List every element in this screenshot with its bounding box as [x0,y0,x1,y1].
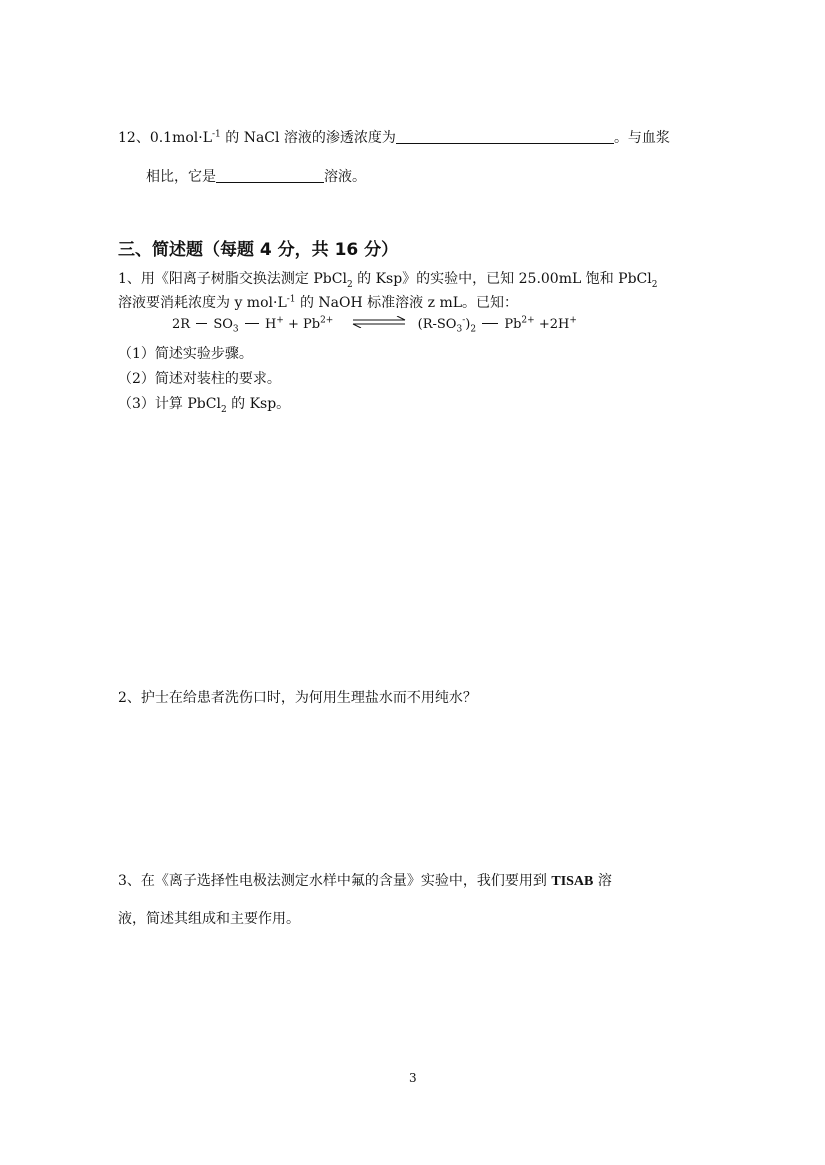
s3q1-line2: 溶液要消耗浓度为 y $mol\cdot L^{-1}$ 的 NaOH 标准溶液 z mL。已知： [118,294,519,311]
s3q3-line2: 液，简述其组成和主要作用。 [118,911,300,927]
s3q1-sub1: （1）简述实验步骤。 [118,346,253,362]
q12-answer-blank-1[interactable] [396,128,614,144]
q12-line1: 12、$0.1mol\cdot L^{-1}$ 的 NaCl 溶液的渗透浓度为 。与血浆 [118,129,670,146]
bond-dash-icon [245,323,259,324]
s3q1-sub3: （3）计算 PbCl$_2$ 的 Ksp。 [118,396,291,415]
s3q3-line1: 3、在《离子选择性电极法测定水样中氟的含量》实验中，我们要用到 TISAB 溶 [118,873,612,889]
equilibrium-arrow-icon [351,316,407,328]
q12-answer-blank-2[interactable] [216,167,324,183]
q12-line2: 相比，它是 溶液。 [146,169,366,185]
bond-dash-icon [196,323,207,324]
bond-dash-icon [482,323,498,324]
ion-exchange-equation: 2R $SO_3$ $H^+ + Pb^{2+}$ $(R-SO_3^-)_2$ $Pb^{2+} +2H^+$ [172,315,577,335]
s3q1-sub2: （2）简述对装柱的要求。 [118,371,281,387]
s3q1-line1: 1、用《阳离子树脂交换法测定 PbCl$_2$ 的 Ksp》的实验中，已知 25.00mL 饱和 PbCl$_2$ [118,271,658,290]
section-heading: 三、简述题（每题 4 分，共 16 分） [118,240,399,260]
page-number: 3 [409,1071,417,1085]
s3q2-text: 2、护士在给患者洗伤口时，为何用生理盐水而不用纯水？ [118,690,477,706]
